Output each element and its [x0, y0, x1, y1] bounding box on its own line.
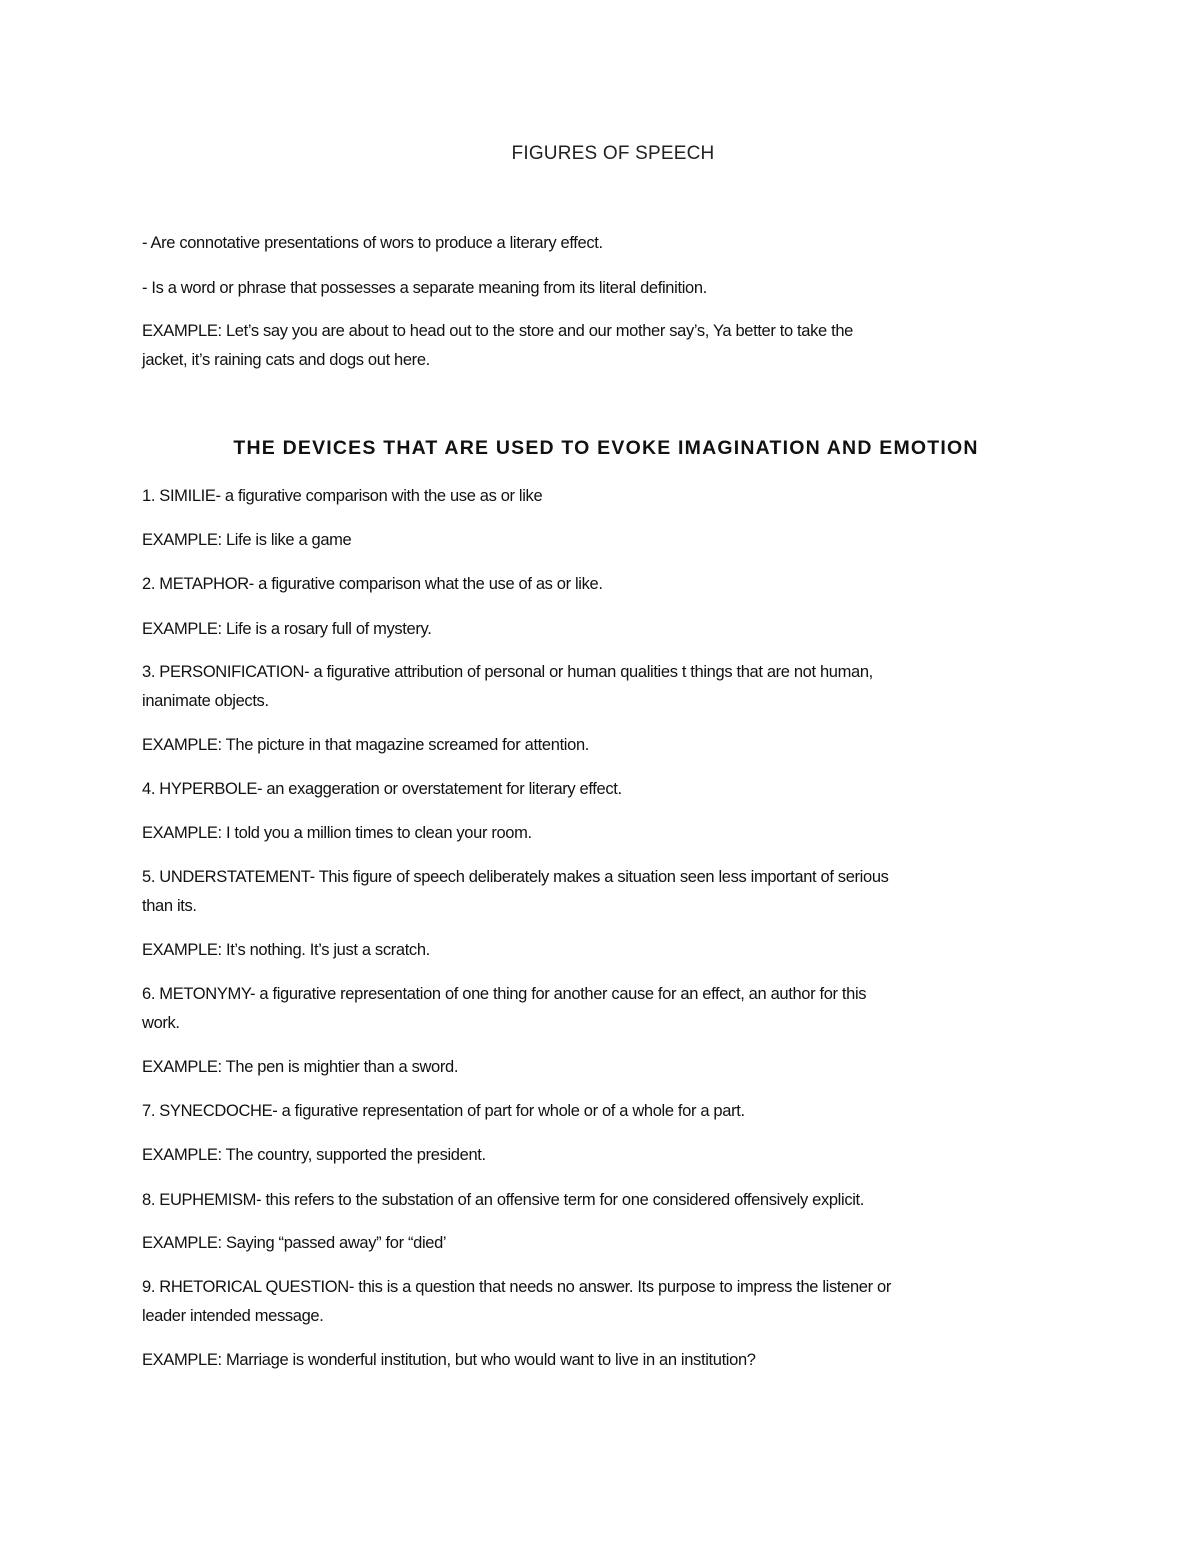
item-def: 2. METAPHOR- a figurative comparison what the use of as or like. [142, 575, 603, 593]
item-def: 5. UNDERSTATEMENT- This figure of speech deliberately makes a situation seen less important of serious [142, 868, 889, 886]
document-title: FIGURES OF SPEECH [511, 143, 715, 164]
item-def-cont: than its. [142, 897, 197, 915]
item-example: EXAMPLE: I told you a million times to clean your room. [142, 824, 532, 842]
item-example: EXAMPLE: Marriage is wonderful institution, but who would want to live in an institution? [142, 1351, 756, 1369]
item-example: EXAMPLE: Saying “passed away” for “died’ [142, 1234, 447, 1252]
item-def: 4. HYPERBOLE- an exaggeration or overstatement for literary effect. [142, 780, 622, 798]
item-def: 7. SYNECDOCHE- a figurative representation of part for whole or of a whole for a part. [142, 1102, 745, 1120]
item-example: EXAMPLE: Life is a rosary full of mystery. [142, 620, 432, 638]
item-def: 6. METONYMY- a figurative representation of one thing for another cause for an effect, an author for this [142, 985, 867, 1003]
item-def-cont: work. [142, 1014, 180, 1032]
item-example: EXAMPLE: The pen is mightier than a sword. [142, 1058, 459, 1076]
item-example: EXAMPLE: The picture in that magazine screamed for attention. [142, 736, 590, 754]
item-def: 9. RHETORICAL QUESTION- this is a question that needs no answer. Its purpose to impress the listener or [142, 1278, 891, 1296]
item-def: 8. EUPHEMISM- this refers to the substation of an offensive term for one considered offensively explicit. [142, 1191, 865, 1209]
item-def-cont: inanimate objects. [142, 692, 269, 710]
item-example: EXAMPLE: It’s nothing. It’s just a scratch. [142, 941, 430, 959]
intro-example-cont: jacket, it’s raining cats and dogs out here. [142, 351, 430, 369]
item-def: 3. PERSONIFICATION- a figurative attribution of personal or human qualities t things that are not human, [142, 663, 873, 681]
intro-line-2: - Is a word or phrase that possesses a separate meaning from its literal definition. [142, 279, 707, 297]
item-def-cont: leader intended message. [142, 1307, 324, 1325]
intro-line-1: - Are connotative presentations of wors to produce a literary effect. [142, 234, 603, 252]
item-example: EXAMPLE: Life is like a game [142, 531, 352, 549]
item-def: 1. SIMILIE- a figurative comparison with the use as or like [142, 487, 543, 505]
intro-example: EXAMPLE: Let’s say you are about to head out to the store and our mother say’s, Ya better to take the [142, 322, 853, 340]
section-heading: THE DEVICES THAT ARE USED TO EVOKE IMAGINATION AND EMOTION [233, 437, 979, 459]
item-example: EXAMPLE: The country, supported the president. [142, 1146, 486, 1164]
